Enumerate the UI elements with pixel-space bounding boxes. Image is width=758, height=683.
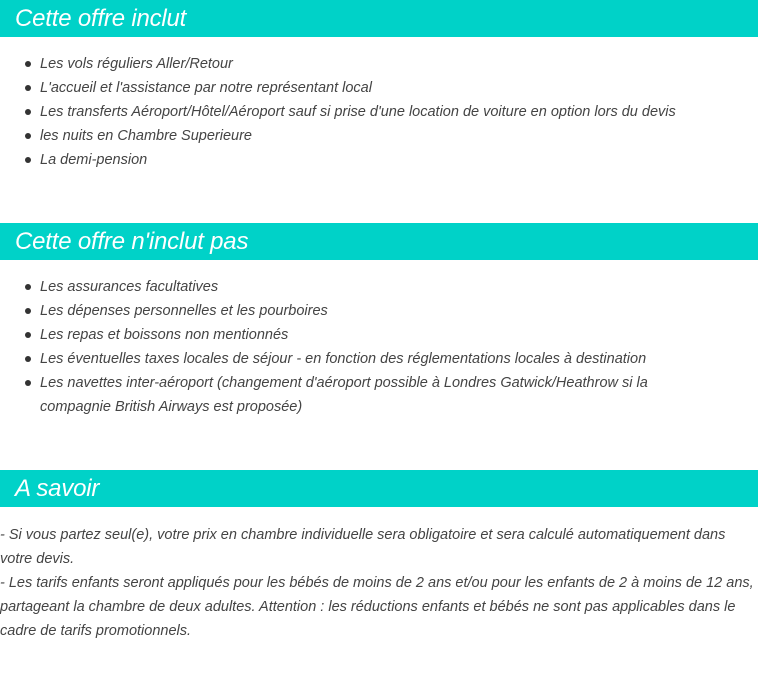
bullet-icon xyxy=(25,356,31,362)
list-item: Les éventuelles taxes locales de séjour - en fonction des réglementations locales à destination xyxy=(0,347,758,371)
not-included-section-title: Cette offre n'inclut pas xyxy=(15,228,249,255)
included-section-header xyxy=(0,0,758,37)
bullet-icon xyxy=(25,133,31,139)
info-paragraph: - Les tarifs enfants seront appliqués pour les bébés de moins de 2 ans et/ou pour les enfants de 2 à moins de 12 ans, partageant la chambre de deux adultes. Attention : les réductions enfants et bébés ne sont pas applicables dans le cadre de tarifs promotionnels. xyxy=(0,575,754,639)
included-section-title: Cette offre inclut xyxy=(15,5,187,32)
not-included-section-header xyxy=(0,223,758,260)
bullet-icon xyxy=(25,308,31,314)
bullet-icon xyxy=(25,61,31,67)
list-item: Les repas et boissons non mentionnés xyxy=(0,323,758,347)
to-know-info-block xyxy=(0,523,758,643)
bullet-icon xyxy=(25,332,31,338)
list-item: les nuits en Chambre Superieure xyxy=(0,124,758,148)
list-item: Les dépenses personnelles et les pourboires xyxy=(0,299,758,323)
list-item: Les navettes inter-aéroport (changement d'aéroport possible à Londres Gatwick/Heathrow si la compagnie British Airways est proposée) xyxy=(0,371,758,419)
bullet-icon xyxy=(25,380,31,386)
bullet-icon xyxy=(25,284,31,290)
list-item: Les assurances facultatives xyxy=(0,275,758,299)
list-item: Les transferts Aéroport/Hôtel/Aéroport sauf si prise d'une location de voiture en option lors du devis xyxy=(0,100,758,124)
to-know-section-header xyxy=(0,470,758,507)
to-know-section-title: A savoir xyxy=(15,475,100,502)
not-included-list xyxy=(0,275,758,419)
info-paragraph: - Si vous partez seul(e), votre prix en chambre individuelle sera obligatoire et sera calculé automatiquement dans votre devis. xyxy=(0,527,726,567)
included-list xyxy=(0,52,758,172)
bullet-icon xyxy=(25,85,31,91)
list-item: L'accueil et l'assistance par notre représentant local xyxy=(0,76,758,100)
list-item: Les vols réguliers Aller/Retour xyxy=(0,52,758,76)
bullet-icon xyxy=(25,157,31,163)
list-item: La demi-pension xyxy=(0,148,758,172)
bullet-icon xyxy=(25,109,31,115)
